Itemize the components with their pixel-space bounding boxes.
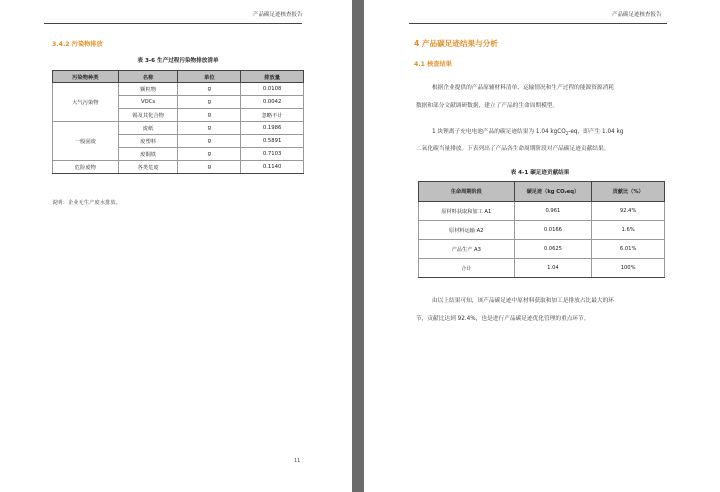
paragraph-1-line-2: 数据和部分文献调研数据，建立了产品的生命周期模型。 bbox=[416, 103, 559, 109]
left-section-heading: 3.4.2 污染物排放 bbox=[52, 41, 103, 48]
share-cell: 6.01% bbox=[592, 240, 665, 259]
table-row bbox=[419, 202, 665, 221]
pollutant-table bbox=[52, 70, 304, 174]
left-header-rule bbox=[44, 23, 302, 24]
left-table-caption: 表 3-6 生产过程污染物排放清单 bbox=[137, 58, 219, 64]
footprint-cell: 0.0625 bbox=[514, 240, 592, 259]
unit-cell: g bbox=[178, 83, 241, 96]
page-number: 11 bbox=[294, 458, 301, 464]
name-cell: 锡及其化合物 bbox=[118, 109, 178, 122]
header-name: 名称 bbox=[118, 71, 178, 83]
carbon-footprint-table bbox=[418, 181, 665, 278]
footprint-cell: 0.961 bbox=[514, 202, 592, 221]
paragraph-3-line-1: 由以上结果可知，该产品碳足迹中原材料获取和加工是排放占比最大的环 bbox=[432, 298, 614, 304]
footprint-cell: 1.04 bbox=[514, 259, 592, 278]
unit-cell: g bbox=[178, 109, 241, 122]
unit-cell: g bbox=[178, 96, 241, 109]
header-stage: 生命周期阶段 bbox=[419, 182, 515, 202]
unit-cell: g bbox=[178, 122, 241, 135]
share-cell: 92.4% bbox=[592, 202, 665, 221]
name-cell: 废纸 bbox=[118, 122, 178, 135]
amount-cell: 0.7103 bbox=[241, 148, 304, 161]
amount-cell: 0.1986 bbox=[241, 122, 304, 135]
watermark-text: 低碳新风 bbox=[608, 453, 664, 469]
amount-cell: 0.0042 bbox=[241, 96, 304, 109]
category-cell: 一般固废 bbox=[53, 122, 119, 161]
table-row bbox=[53, 122, 304, 135]
table-header-row bbox=[419, 182, 665, 202]
right-table-caption: 表 4-1 碳足迹贡献结果 bbox=[510, 170, 570, 176]
name-cell: 各类危废 bbox=[118, 161, 178, 174]
header-category: 污染物种类 bbox=[53, 71, 119, 83]
unit-cell: g bbox=[178, 148, 241, 161]
left-page-header: 产品碳足迹核查报告 bbox=[253, 12, 303, 18]
unit-cell: g bbox=[178, 135, 241, 148]
amount-cell: 忽略不计 bbox=[241, 109, 304, 122]
right-page-header: 产品碳足迹核查报告 bbox=[612, 12, 662, 18]
header-unit: 单位 bbox=[178, 71, 241, 83]
paragraph-3-line-2: 节，贡献比达到 92.4%，也是进行产品碳足迹优化管理的重点环节。 bbox=[416, 316, 590, 322]
left-page bbox=[0, 0, 352, 492]
watermark-logo-icon bbox=[591, 453, 605, 467]
category-cell: 大气污染物 bbox=[53, 83, 119, 122]
table-row bbox=[419, 221, 665, 240]
right-page bbox=[364, 0, 720, 492]
table-row bbox=[419, 259, 665, 278]
stage-cell: 原材料运输 A2 bbox=[419, 221, 515, 240]
table-header-row bbox=[53, 71, 304, 83]
stage-cell: 原材料获取和加工 A1 bbox=[419, 202, 515, 221]
table-row bbox=[53, 161, 304, 174]
name-cell: VOCs bbox=[118, 96, 178, 109]
paragraph-2-line-1: 1 块锂离子充电电池产品的碳足迹结果为 1.04 kgCO$_2$-eq，即产生 1.04 kg bbox=[432, 129, 624, 137]
paragraph-1-line-1: 根据企业提供的产品原辅材料清单、运输情况和生产过程的能源资源消耗 bbox=[432, 85, 614, 91]
section-heading: 4.1 核查结果 bbox=[414, 61, 452, 68]
table-row bbox=[419, 240, 665, 259]
right-header-rule bbox=[409, 23, 667, 24]
table-note: 说明：企业无生产废水排放。 bbox=[52, 200, 121, 206]
chapter-heading: 4 产品碳足迹结果与分析 bbox=[414, 39, 498, 48]
header-share: 贡献比（%） bbox=[592, 182, 665, 202]
table-row bbox=[53, 83, 304, 96]
share-cell: 1.6% bbox=[592, 221, 665, 240]
stage-cell: 合计 bbox=[419, 259, 515, 278]
paragraph-2-line-2: 二氧化碳当量排放。下表列出了产品各生命周期阶段对产品碳足迹贡献结果。 bbox=[416, 146, 610, 152]
header-amount: 排放量 bbox=[241, 71, 304, 83]
amount-cell: 0.5891 bbox=[241, 135, 304, 148]
amount-cell: 0.1140 bbox=[241, 161, 304, 174]
unit-cell: g bbox=[178, 161, 241, 174]
name-cell: 废铜铁 bbox=[118, 148, 178, 161]
footprint-cell: 0.0166 bbox=[514, 221, 592, 240]
share-cell: 100% bbox=[592, 259, 665, 278]
watermark bbox=[591, 450, 664, 470]
stage-cell: 产品生产 A3 bbox=[419, 240, 515, 259]
amount-cell: 0.0108 bbox=[241, 83, 304, 96]
name-cell: 废塑料 bbox=[118, 135, 178, 148]
header-footprint: 碳足迹（kg CO₂eq） bbox=[514, 182, 592, 202]
category-cell: 危险废物 bbox=[53, 161, 119, 174]
name-cell: 颗粒物 bbox=[118, 83, 178, 96]
